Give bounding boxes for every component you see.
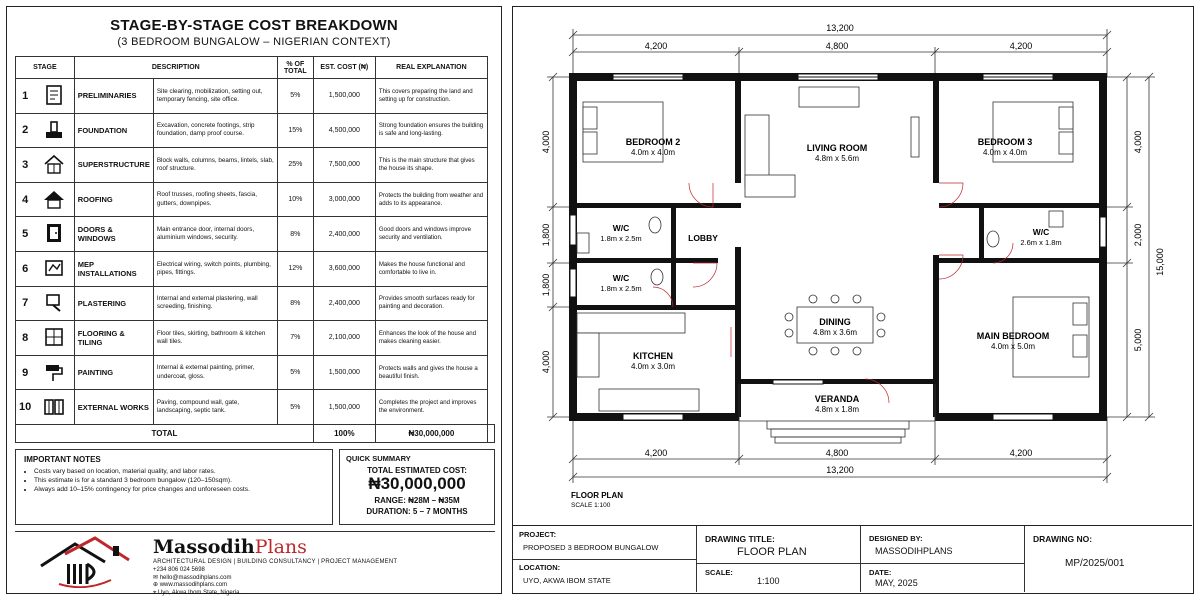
house-frame-icon xyxy=(43,153,65,175)
stage-percent: 5% xyxy=(277,390,313,425)
header-cost: EST. COST (₦) xyxy=(313,57,375,79)
title-block-designer-cell xyxy=(861,526,1025,592)
brand-services: ARCHITECTURAL DESIGN | BUILDING CONSULTANCY | PROJECT MANAGEMENT xyxy=(153,559,398,565)
brand-name-part-a: Massodih xyxy=(153,536,255,558)
door-icon xyxy=(43,222,65,244)
room-wc-3-label: W/C xyxy=(612,273,630,283)
stage-icon-cell xyxy=(34,286,74,321)
stage-icon-cell xyxy=(34,355,74,390)
quick-summary xyxy=(339,449,495,525)
room-bedroom-3-label: BEDROOM 3 xyxy=(977,137,1033,147)
stage-icon-cell xyxy=(34,251,74,286)
dim-right-2: 2,000 xyxy=(1133,223,1143,247)
door-swings xyxy=(653,183,1013,403)
dim-left-1: 4,000 xyxy=(541,130,551,154)
stage-icon-cell xyxy=(34,217,74,252)
title-block-project-cell xyxy=(513,526,697,592)
paint-roller-icon xyxy=(43,361,65,383)
table-row xyxy=(16,113,495,148)
room-kitchen-label: KITCHEN xyxy=(633,351,673,361)
room-wc-1-size: 1.8m x 2.5m xyxy=(600,234,642,243)
stage-explanation: Completes the project and improves the environment. xyxy=(375,390,487,425)
stage-icon-cell xyxy=(34,321,74,356)
stage-cost: 2,100,000 xyxy=(313,321,375,356)
dim-bottom-a: 4,200 xyxy=(644,448,668,458)
tile-icon xyxy=(43,326,65,348)
header-explanation: REAL EXPLANATION xyxy=(375,57,487,79)
room-main-bedroom-label: MAIN BEDROOM xyxy=(976,331,1050,341)
total-label: TOTAL xyxy=(16,424,314,442)
stage-number: 10 xyxy=(16,390,35,425)
drawing-title-value: FLOOR PLAN xyxy=(737,546,807,558)
stage-explanation: Enhances the look of the house and makes cleaning easier. xyxy=(375,321,487,356)
stage-number: 1 xyxy=(16,79,35,114)
stage-cost: 1,500,000 xyxy=(313,390,375,425)
stage-description: Internal & external painting, primer, undercoat, gloss. xyxy=(153,355,277,390)
designed-by-label: DESIGNED BY: xyxy=(869,534,923,543)
stage-number: 5 xyxy=(16,217,35,252)
plan-scale-caption: SCALE 1:100 xyxy=(571,502,611,509)
plumbing-icon xyxy=(43,257,65,279)
stage-icon-cell xyxy=(34,79,74,114)
table-header-row xyxy=(16,57,495,79)
brand-name xyxy=(153,536,307,558)
note-item: • Costs vary based on location, material quality, and labor rates. xyxy=(34,468,324,477)
total-cost: ₦30,000,000 xyxy=(375,424,487,442)
dim-right-total: 15,000 xyxy=(1155,248,1165,276)
plan-caption: FLOOR PLAN xyxy=(571,491,623,500)
drawing-number-value: MP/2025/001 xyxy=(1065,558,1125,569)
stage-percent: 5% xyxy=(277,355,313,390)
stage-description: Electrical wiring, switch points, plumbing, pipes, fittings. xyxy=(153,251,277,286)
dim-bottom-c: 4,200 xyxy=(1009,448,1033,458)
table-row xyxy=(16,355,495,390)
stage-percent: 15% xyxy=(277,113,313,148)
table-row xyxy=(16,217,495,252)
stage-description: Paving, compound wall, gate, landscaping, septic tank. xyxy=(153,390,277,425)
stage-cost: 4,500,000 xyxy=(313,113,375,148)
room-wc-2-label: W/C xyxy=(1032,227,1050,237)
room-bedroom-2-label: BEDROOM 2 xyxy=(625,137,681,147)
top-dimension-lines xyxy=(569,29,1111,77)
stage-description: Excavation, concrete footings, strip foundation, damp proof course. xyxy=(153,113,277,148)
stage-percent: 7% xyxy=(277,321,313,356)
stage-explanation: Protects walls and gives the house a beautiful finish. xyxy=(375,355,487,390)
summary-title: QUICK SUMMARY xyxy=(346,454,411,463)
stage-name: FOUNDATION xyxy=(74,113,153,148)
stage-name: PRELIMINARIES xyxy=(74,79,153,114)
brand-website[interactable]: www.massodihplans.com xyxy=(159,582,228,588)
title-block-drawing-cell xyxy=(697,526,861,592)
stage-icon-cell xyxy=(34,182,74,217)
stage-icon-cell xyxy=(34,148,74,183)
roof-icon xyxy=(43,188,65,210)
table-row xyxy=(16,286,495,321)
stage-percent: 10% xyxy=(277,182,313,217)
gate-icon xyxy=(43,395,65,417)
room-dining-label: DINING xyxy=(819,317,851,327)
dim-left-3: 1,800 xyxy=(541,273,551,297)
room-main-bedroom-size: 4.0m x 5.0m xyxy=(990,342,1036,351)
cost-breakdown-panel xyxy=(6,6,502,594)
stage-cost: 2,400,000 xyxy=(313,217,375,252)
stage-explanation: Provides smooth surfaces ready for painting and decoration. xyxy=(375,286,487,321)
room-bedroom-2-size: 4.0m x 4.0m xyxy=(630,148,676,157)
project-label: PROJECT: xyxy=(519,530,557,539)
cost-table xyxy=(15,56,495,443)
trowel-icon xyxy=(43,291,65,313)
table-row xyxy=(16,148,495,183)
summary-total-value: ₦30,000,000 xyxy=(368,474,466,493)
dim-bottom-b: 4,800 xyxy=(825,448,849,458)
room-living-label: LIVING ROOM xyxy=(806,143,868,153)
dim-top-a: 4,200 xyxy=(644,41,668,51)
room-wc-3-size: 1.8m x 2.5m xyxy=(600,284,642,293)
room-veranda-label: VERANDA xyxy=(814,394,860,404)
project-value: PROPOSED 3 BEDROOM BUNGALOW xyxy=(523,543,659,552)
stage-description: Internal and external plastering, wall screeding, finishing. xyxy=(153,286,277,321)
brand-address: Uyo, Akwa Ibom State, Nigeria. xyxy=(158,589,242,596)
date-label: DATE: xyxy=(869,568,892,577)
dim-top-b: 4,800 xyxy=(825,41,849,51)
floor-plan-drawing xyxy=(513,7,1193,525)
room-kitchen-size: 4.0m x 3.0m xyxy=(630,362,676,371)
scale-label: SCALE: xyxy=(705,568,733,577)
stage-description: Main entrance door, internal doors, aluminium windows, security. xyxy=(153,217,277,252)
stage-explanation: Strong foundation ensures the building is safe and long-lasting. xyxy=(375,113,487,148)
stage-explanation: Good doors and windows improve security and ventilation. xyxy=(375,217,487,252)
header-description: DESCRIPTION xyxy=(74,57,277,79)
stage-name: FLOORING & TILING xyxy=(74,321,153,356)
stage-percent: 25% xyxy=(277,148,313,183)
table-row xyxy=(16,182,495,217)
stage-cost: 1,500,000 xyxy=(313,79,375,114)
dim-left-4: 4,000 xyxy=(541,350,551,374)
stage-number: 8 xyxy=(16,321,35,356)
brand-contact: +234 806 024 5698 ✉ hello@massodihplans.com ⊕ www.massodihplans.com ⌖ Uyo, Akwa Ibom State, Nigeria. xyxy=(153,567,242,596)
room-wc-2-size: 2.6m x 1.8m xyxy=(1020,238,1062,247)
stage-number: 9 xyxy=(16,355,35,390)
drawing-number-label: DRAWING NO: xyxy=(1033,534,1093,544)
stage-explanation: This covers preparing the land and setting up for construction. xyxy=(375,79,487,114)
foundation-icon xyxy=(43,118,65,140)
room-wc-1-label: W/C xyxy=(612,223,630,233)
date-value: MAY, 2025 xyxy=(875,578,918,588)
table-total-row xyxy=(16,424,495,442)
house-logo-icon xyxy=(35,536,135,588)
brand-footer xyxy=(15,531,495,596)
stage-icon-cell xyxy=(34,390,74,425)
header-percent: % OF TOTAL xyxy=(277,57,313,79)
title-block xyxy=(513,525,1192,592)
stage-percent: 12% xyxy=(277,251,313,286)
stage-percent: 8% xyxy=(277,217,313,252)
room-bedroom-3-size: 4.0m x 4.0m xyxy=(982,148,1028,157)
stage-cost: 2,400,000 xyxy=(313,286,375,321)
brand-phone: +234 806 024 5698 xyxy=(153,567,205,573)
table-row xyxy=(16,390,495,425)
right-dimension-lines xyxy=(1107,73,1155,421)
room-lobby-label: LOBBY xyxy=(688,233,718,243)
total-empty-cell xyxy=(488,424,495,442)
dim-right-1: 4,000 xyxy=(1133,130,1143,154)
scale-value: 1:100 xyxy=(757,576,780,586)
room-veranda-size: 4.8m x 1.8m xyxy=(814,405,860,414)
stage-number: 6 xyxy=(16,251,35,286)
table-row xyxy=(16,251,495,286)
important-notes xyxy=(15,449,333,525)
stage-cost: 7,500,000 xyxy=(313,148,375,183)
summary-range: RANGE: ₦28M – ₦35M xyxy=(374,495,460,505)
location-label: LOCATION: xyxy=(519,563,561,572)
stage-name: PAINTING xyxy=(74,355,153,390)
stage-description: Roof trusses, roofing sheets, fascia, gutters, downpipes. xyxy=(153,182,277,217)
summary-duration: DURATION: 5 – 7 MONTHS xyxy=(366,506,468,516)
room-living-size: 4.8m x 5.6m xyxy=(814,154,860,163)
brand-name-part-b: Plans xyxy=(254,536,307,558)
drawing-title-label: DRAWING TITLE: xyxy=(705,534,775,544)
designed-by-value: MASSODIHPLANS xyxy=(875,546,953,556)
stage-explanation: This is the main structure that gives the house its shape. xyxy=(375,148,487,183)
stage-explanation: Protects the building from weather and adds to its appearance. xyxy=(375,182,487,217)
dim-bottom-total: 13,200 xyxy=(826,465,854,475)
stage-name: EXTERNAL WORKS xyxy=(74,390,153,425)
stage-description: Site clearing, mobilization, setting out, temporary fencing, site office. xyxy=(153,79,277,114)
stage-number: 7 xyxy=(16,286,35,321)
stage-number: 3 xyxy=(16,148,35,183)
stage-name: DOORS & WINDOWS xyxy=(74,217,153,252)
stage-description: Block walls, columns, beams, lintels, slab, roof structure. xyxy=(153,148,277,183)
stage-number: 4 xyxy=(16,182,35,217)
page-subtitle: (3 BEDROOM BUNGALOW – NIGERIAN CONTEXT) xyxy=(117,36,391,48)
stage-icon-cell xyxy=(34,113,74,148)
dim-left-2: 1,800 xyxy=(541,223,551,247)
stage-name: ROOFING xyxy=(74,182,153,217)
notes-title: IMPORTANT NOTES xyxy=(24,455,101,464)
note-item: • This estimate is for a standard 3 bedroom bungalow (120–150sqm). xyxy=(34,477,324,486)
stage-cost: 1,500,000 xyxy=(313,355,375,390)
room-dining-size: 4.8m x 3.6m xyxy=(812,328,858,337)
stage-name: SUPERSTRUCTURE xyxy=(74,148,153,183)
stage-percent: 5% xyxy=(277,79,313,114)
dim-top-total: 13,200 xyxy=(826,23,854,33)
note-item: • Always add 10–15% contingency for price changes and unforeseen costs. xyxy=(34,486,324,495)
page-title: STAGE-BY-STAGE COST BREAKDOWN xyxy=(110,17,398,34)
stage-description: Floor tiles, skirting, bathroom & kitchen wall tiles. xyxy=(153,321,277,356)
dim-right-3: 5,000 xyxy=(1133,328,1143,352)
title-block-number-cell xyxy=(1025,526,1192,592)
stage-number: 2 xyxy=(16,113,35,148)
floor-plan-panel xyxy=(512,6,1194,594)
table-row xyxy=(16,79,495,114)
total-percent: 100% xyxy=(313,424,375,442)
stage-cost: 3,600,000 xyxy=(313,251,375,286)
dim-top-c: 4,200 xyxy=(1009,41,1033,51)
stage-name: PLASTERING xyxy=(74,286,153,321)
brand-email[interactable]: hello@massodihplans.com xyxy=(159,574,232,581)
table-row xyxy=(16,321,495,356)
stage-percent: 8% xyxy=(277,286,313,321)
stage-name: MEP INSTALLATIONS xyxy=(74,251,153,286)
stage-cost: 3,000,000 xyxy=(313,182,375,217)
location-value: UYO, AKWA IBOM STATE xyxy=(523,576,611,585)
summary-total-label: TOTAL ESTIMATED COST: xyxy=(367,466,467,475)
stage-explanation: Makes the house functional and comfortable to live in. xyxy=(375,251,487,286)
header-stage: STAGE xyxy=(16,57,75,79)
document-icon xyxy=(43,84,65,106)
